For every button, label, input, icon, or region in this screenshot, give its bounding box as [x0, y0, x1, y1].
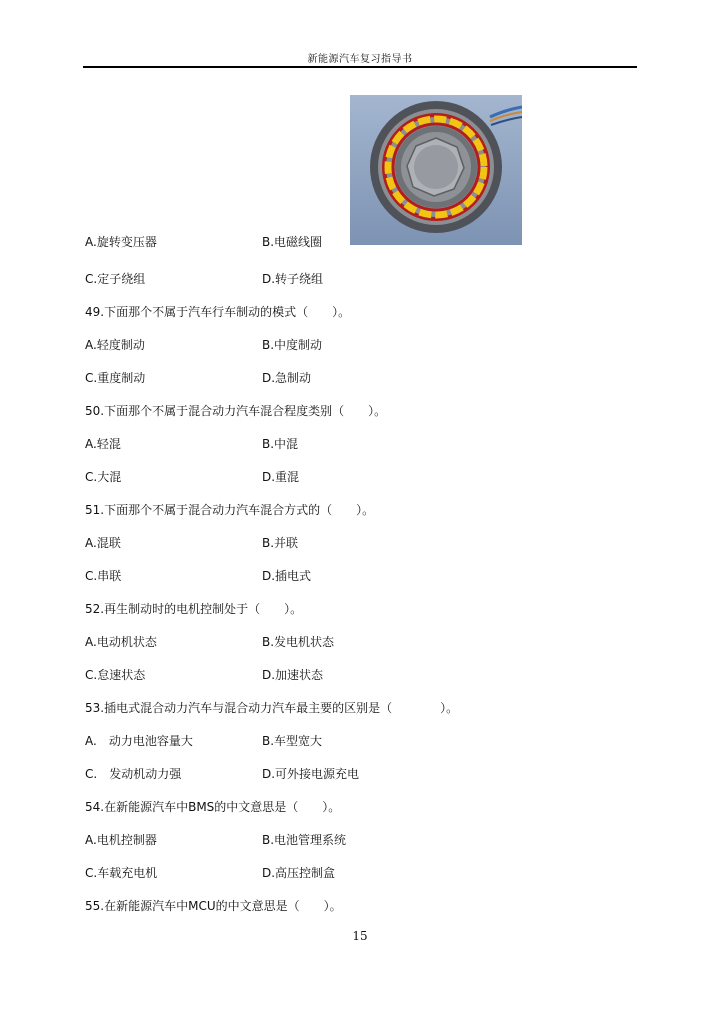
stator-winding-ring-icon	[350, 95, 522, 245]
q51-option-c: C.串联	[85, 569, 122, 583]
q50-option-c: C.大混	[85, 470, 122, 484]
q49-option-a: A.轻度制动	[85, 338, 145, 352]
q49-option-c: C.重度制动	[85, 371, 146, 385]
running-header-title: 新能源汽车复习指导书	[307, 54, 413, 65]
q51-option-b: B.并联	[262, 536, 299, 550]
q54-option-a: A.电机控制器	[85, 833, 157, 847]
q50-option-b: B.中混	[262, 437, 299, 451]
q54-option-d: D.高压控制盒	[262, 866, 336, 880]
q52-option-b: B.发电机状态	[262, 635, 335, 649]
stator-winding-image	[350, 95, 522, 245]
page-number: 15	[352, 929, 368, 943]
q53-option-a: A. 动力电池容量大	[85, 734, 193, 748]
q52-option-a: A.电动机状态	[85, 635, 157, 649]
q50-option-d: D.重混	[262, 470, 300, 484]
q54-option-c: C.车载充电机	[85, 866, 158, 880]
q49-option-b: B.中度制动	[262, 338, 323, 352]
q50-stem: 50.下面那个不属于混合动力汽车混合程度类别（ ）。	[85, 404, 387, 418]
q54-stem: 54.在新能源汽车中BMS的中文意思是（ ）。	[85, 800, 341, 814]
q48-option-c: C.定子绕组	[85, 272, 146, 286]
q49-option-d: D.急制动	[262, 371, 312, 385]
q48-option-d: D.转子绕组	[262, 272, 324, 286]
q48-option-a: A.旋转变压器	[85, 235, 157, 249]
q51-stem: 51.下面那个不属于混合动力汽车混合方式的（ ）。	[85, 503, 375, 517]
q52-stem: 52.再生制动时的电机控制处于（ ）。	[85, 602, 303, 616]
q50-option-a: A.轻混	[85, 437, 121, 451]
q51-option-a: A.混联	[85, 536, 121, 550]
q53-option-d: D.可外接电源充电	[262, 767, 360, 781]
q55-stem: 55.在新能源汽车中MCU的中文意思是（ ）。	[85, 899, 342, 913]
q52-option-c: C.怠速状态	[85, 668, 146, 682]
q48-option-b: B.电磁线圈	[262, 235, 323, 249]
q52-option-d: D.加速状态	[262, 668, 324, 682]
q53-option-b: B.车型宽大	[262, 734, 323, 748]
q54-option-b: B.电池管理系统	[262, 833, 347, 847]
q53-option-c: C. 发动机动力强	[85, 767, 182, 781]
header-rule	[83, 66, 637, 68]
q53-stem: 53.插电式混合动力汽车与混合动力汽车最主要的区别是（ ）。	[85, 701, 459, 715]
q49-stem: 49.下面那个不属于汽车行车制动的模式（ ）。	[85, 305, 351, 319]
q51-option-d: D.插电式	[262, 569, 312, 583]
